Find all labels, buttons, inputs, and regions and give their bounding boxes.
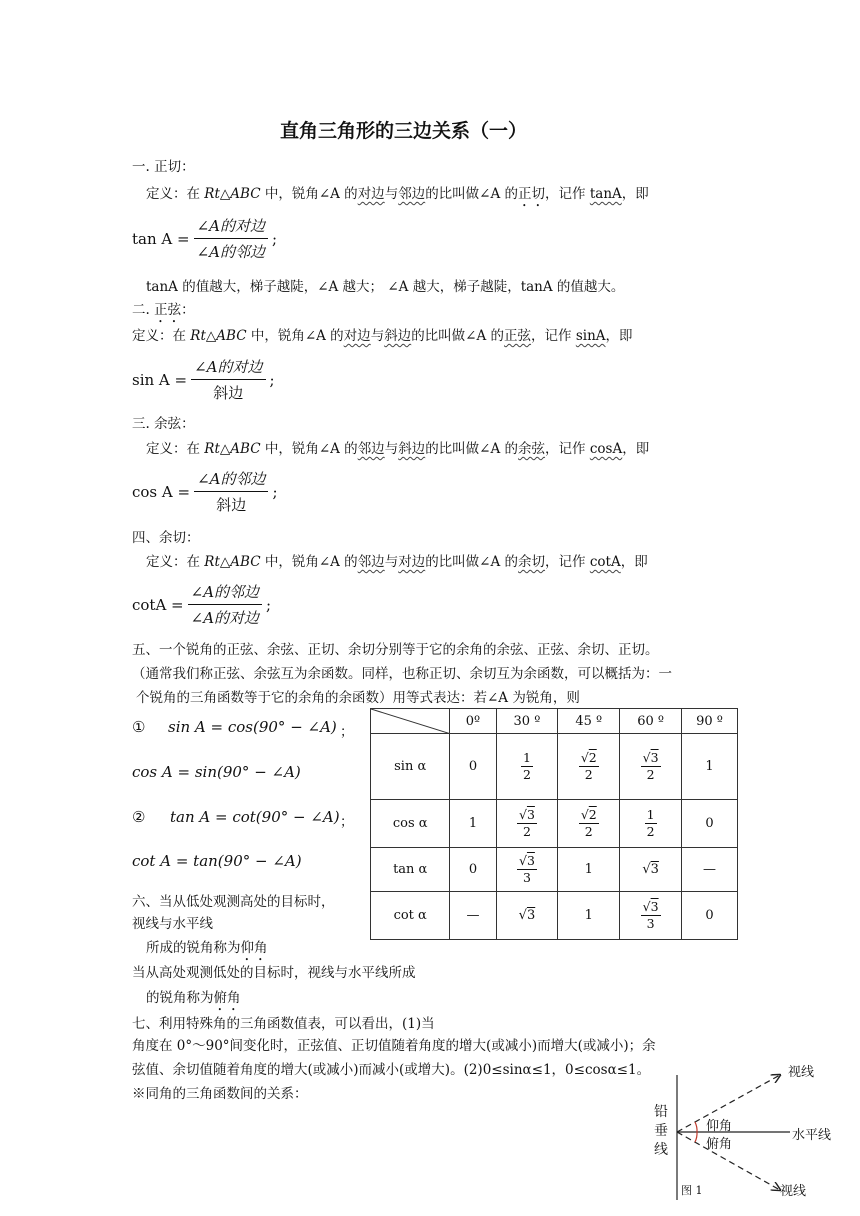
section-heading-sine: 二. 正弦： — [132, 302, 195, 318]
row-label: tan α — [371, 848, 450, 892]
formula-cosine: cos A = $\frac{\text{∠A的邻边}}{\text{斜边}}$ ; — [132, 470, 278, 514]
table-row — [371, 734, 738, 800]
monotonic-line-1: 七、利用特殊角的三角函数值表，可以看出，(1)当 — [132, 1016, 435, 1032]
table-cell: 1 — [682, 734, 738, 800]
depression-angle-label: 俯角 — [706, 1137, 733, 1152]
sight-line-top-label: 视线 — [788, 1065, 815, 1080]
monotonic-line-3: 弦值、余切值随着角度的增大(或减小)而减小(或增大)。(2)0≤sinα≤1，0≤cosα≤1。 — [132, 1062, 651, 1078]
definition-sine: 定义：在 Rt△ABC 中，锐角∠A 的对边与斜边的比叫做∠A 的正弦，记作 sinA，即 — [132, 328, 633, 344]
cofunction-formula-4: cot A = tan(90° − ∠A) — [132, 852, 302, 870]
table-cell: 0 — [682, 892, 738, 940]
table-cell: $\frac{√3}{3}$ — [496, 848, 558, 892]
cofunction-formula-2: cos A = sin(90° − ∠A) — [132, 763, 301, 781]
row-label: cos α — [371, 800, 450, 848]
depression-line-1: 当从高处观测低处的目标时，视线与水平线所成 — [132, 965, 416, 981]
table-cell: 0 — [450, 848, 496, 892]
horizontal-line-label: 水平线 — [792, 1128, 832, 1143]
table-header: 45 º — [558, 709, 620, 734]
monotonic-line-2: 角度在 0°～90°间变化时，正弦值、正切值随着角度的增大(或减小)而增大(或减小)；余 — [132, 1038, 656, 1054]
table-header: 60 º — [620, 709, 682, 734]
table-header: 30 º — [496, 709, 558, 734]
table-cell: $\frac{√3}{3}$ — [620, 892, 682, 940]
figure-elevation-depression — [640, 1055, 840, 1205]
table-cell: — — [682, 848, 738, 892]
formula-cotangent: cotA = $\frac{\text{∠A的邻边}}{\text{∠A的对边}}$ ; — [132, 583, 272, 627]
cofunction-line-2: （通常我们称正弦、余弦互为余函数。同样，也称正切、余切互为余函数，可以概括为：一 — [132, 666, 672, 682]
cofunction-formula-1: sin A = cos(90° − ∠A) — [168, 718, 337, 736]
formula-tangent: tan A = $\frac{\text{∠A的对边}}{\text{∠A的邻边}}$ ; — [132, 217, 278, 261]
table-cell: √3 — [496, 892, 558, 940]
table-header: 90 º — [682, 709, 738, 734]
special-angle-table — [370, 708, 738, 940]
elevation-line-1: 六、当从低处观测高处的目标时， — [132, 894, 335, 910]
table-cell: $\frac{√2}{2}$ — [558, 800, 620, 848]
section-heading-cotangent: 四、余切： — [132, 530, 200, 546]
table-cell: — — [450, 892, 496, 940]
definition-cotangent: 定义：在 Rt△ABC 中，锐角∠A 的邻边与对边的比叫做∠A 的余切，记作 cotA，即 — [146, 554, 648, 570]
table-header: 0º — [450, 709, 496, 734]
cofunction-mark-1: ① — [132, 718, 146, 736]
tangent-note: tanA 的值越大，梯子越陡，∠A 越大； ∠A 越大，梯子越陡，tanA 的值越大。 — [146, 279, 625, 295]
section-heading-tangent: 一. 正切： — [132, 159, 195, 175]
section-heading-cosine: 三. 余弦： — [132, 416, 195, 432]
table-cell: √3 — [620, 848, 682, 892]
table-cell: 1 — [558, 892, 620, 940]
table-cell: 1 — [450, 800, 496, 848]
cofunction-line-3: 个锐角的三角函数等于它的余角的余函数）用等式表达：若∠A 为锐角，则 — [136, 690, 580, 706]
table-cell: $\frac{√2}{2}$ — [558, 734, 620, 800]
cofunction-formula-3: tan A = cot(90° − ∠A) — [170, 808, 340, 826]
table-row — [371, 848, 738, 892]
elevation-line-3: 所成的锐角称为仰角 — [146, 940, 268, 956]
table-cell: 0 — [682, 800, 738, 848]
cofunction-semi-2: ； — [340, 814, 354, 830]
elevation-angle-label: 仰角 — [706, 1119, 733, 1134]
table-cell: 0 — [450, 734, 496, 800]
definition-cosine: 定义：在 Rt△ABC 中，锐角∠A 的邻边与斜边的比叫做∠A 的余弦，记作 cosA，即 — [146, 441, 650, 457]
table-cell: $\frac{1}{2}$ — [620, 800, 682, 848]
cofunction-mark-2: ② — [132, 808, 146, 826]
elevation-line-2: 视线与水平线 — [132, 916, 213, 932]
cofunction-semi-1: ； — [340, 724, 354, 740]
depression-line-2: 的锐角称为俯角 — [146, 990, 241, 1006]
page-title: 直角三角形的三边关系（一） — [280, 120, 528, 142]
table-cell: 1 — [558, 848, 620, 892]
cofunction-line-1: 五、一个锐角的正弦、余弦、正切、余切分别等于它的余角的余弦、正弦、余切、正切。 — [132, 642, 659, 658]
table-cell: $\frac{1}{2}$ — [496, 734, 558, 800]
formula-sine: sin A = $\frac{\text{∠A的对边}}{\text{斜边}}$ ; — [132, 358, 275, 402]
figure-caption: 图 1 — [681, 1184, 703, 1197]
identity-heading: ※同角的三角函数间的关系： — [132, 1086, 308, 1102]
table-corner — [371, 709, 450, 734]
table-cell: $\frac{√3}{2}$ — [620, 734, 682, 800]
definition-tangent: 定义：在 Rt△ABC 中，锐角∠A 的对边与邻边的比叫做∠A 的正切，记作 tanA，即 — [146, 186, 649, 202]
sight-line-bottom-label: 视线 — [780, 1184, 807, 1199]
table-cell: $\frac{√3}{2}$ — [496, 800, 558, 848]
row-label: cot α — [371, 892, 450, 940]
table-row — [371, 892, 738, 940]
table-row — [371, 800, 738, 848]
row-label: sin α — [371, 734, 450, 800]
plumb-line-label: 铅 垂 线 — [654, 1104, 668, 1158]
